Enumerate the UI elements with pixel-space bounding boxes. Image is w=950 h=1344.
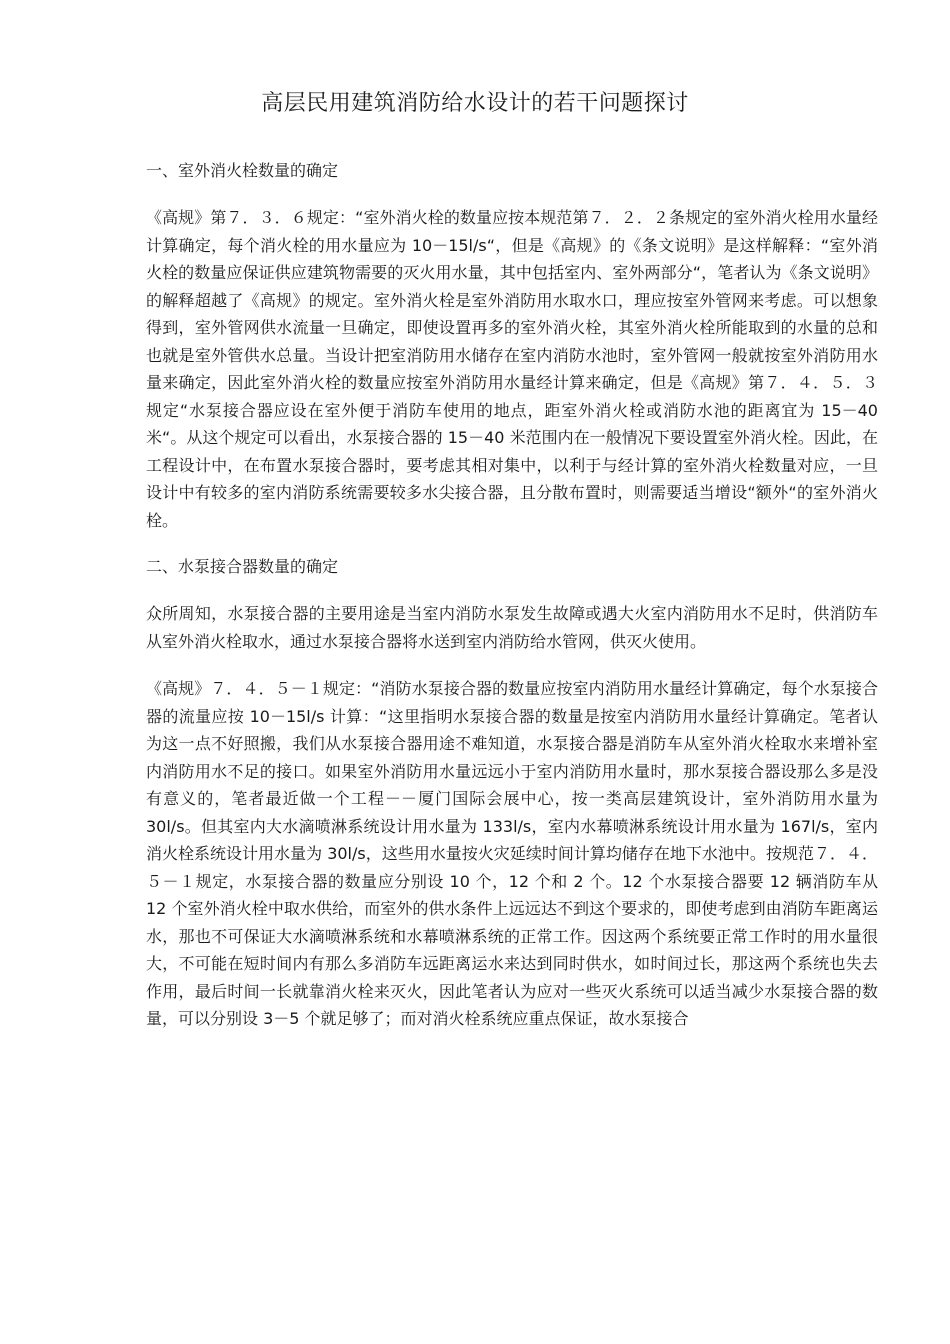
section-heading-outdoor-hydrant: 一、室外消火栓数量的确定 — [146, 161, 339, 180]
paragraph: 众所周知，水泵接合器的主要用途是当室内消防水泵发生故障或遇大火室内消防用水不足时，供消防车从室外消火栓取水，通过水泵接合器将水送到室内消防给水管网，供灭火使用。 — [146, 604, 878, 651]
paragraph: 《高规》第７．３．６规定：“室外消火栓的数量应按本规范第７．２．２条规定的室外消火栓用水量经计算确定，每个消火栓的用水量应为 10－15l/s“，但是《高规》的《条文说明》是这样解释：“室外消火栓的数量应保证供应建筑物需要的灭火用水量，其中包括室内、室外两部分“，笔者认为《条文说明》的解释超越了《高规》的规定。室外消火栓是室外消防用水取水口，理应按室外管网来考虑。可以想象得到，室外管网供水流量一旦确定，即使设置再多的室外消火栓，其室外消火栓所能取到的水量的总和也就是室外管供水总量。当设计把室消防用水储存在室内消防水池时，室外管网一般就按室外消防用水量来确定，因此室外消火栓的数量应按室外消防用水量经计算来确定，但是《高规》第７．４．５．３规定“水泵接合器应设在室外便于消防车使用的地点，距室外消火栓或消防水池的距离宜为 15－40 米“。从这个规定可以看出，水泵接合器的 15－40 米范围内在一般情况下要设置室外消火栓。因此，在工程设计中，在布置水泵接合器时，要考虑其相对集中，以利于与经计算的室外消火栓数量对应，一旦设计中有较多的室内消防系统需要较多水尖接合器，且分散布置时，则需要适当增设“额外“的室外消火栓。 — [146, 208, 878, 530]
document-title: 高层民用建筑消防给水设计的若干问题探讨 — [261, 91, 689, 116]
paragraph: 《高规》７．４．５－１规定：“消防水泵接合器的数量应按室内消防用水量经计算确定，每个水泵接合器的流量应按 10－15l/s 计算：“这里指明水泵接合器的数量是按室内消防用水量经计算确定。笔者认为这一点不好照搬，我们从水泵接合器用途不难知道，水泵接合器是消防车从室外消火栓取水来增补室内消防用水不足的接口。如果室外消防用水量远远小于室内消防用水量时，那水泵接合器设那么多是没有意义的，笔者最近做一个工程－－厦门国际会展中心，按一类高层建筑设计，室外消防用水量为 30l/s。但其室内大水滴喷淋系统设计用水量为 133l/s，室内水幕喷淋系统设计用水量为 167l/s，室内消火栓系统设计用水量为 30l/s，这些用水量按火灾延续时间计算均储存在地下水池中。按规范７．４．５－１规定，水泵接合器的数量应分别设 10 个，12 个和 2 个。12 个水泵接合器要 12 辆消防车从 12 个室外消火栓中取水供给，而室外的供水条件上远远达不到这个要求的，即使考虑到由消防车距离运水，那也不可保证大水滴喷淋系统和水幕喷淋系统的正常工作。因这两个系统要正常工作时的用水量很大，不可能在短时间内有那么多消防车远距离运水来达到同时供水，如时间过长，那这两个系统也失去作用，最后时间一长就靠消火栓来灭火，因此笔者认为应对一些灭火系统可以适当减少水泵接合器的数量，可以分别设 3－5 个就足够了；而对消火栓系统应重点保证，故水泵接合 — [146, 679, 878, 1028]
document-body — [146, 158, 878, 1053]
section-heading-pump-connector: 二、水泵接合器数量的确定 — [146, 557, 339, 576]
